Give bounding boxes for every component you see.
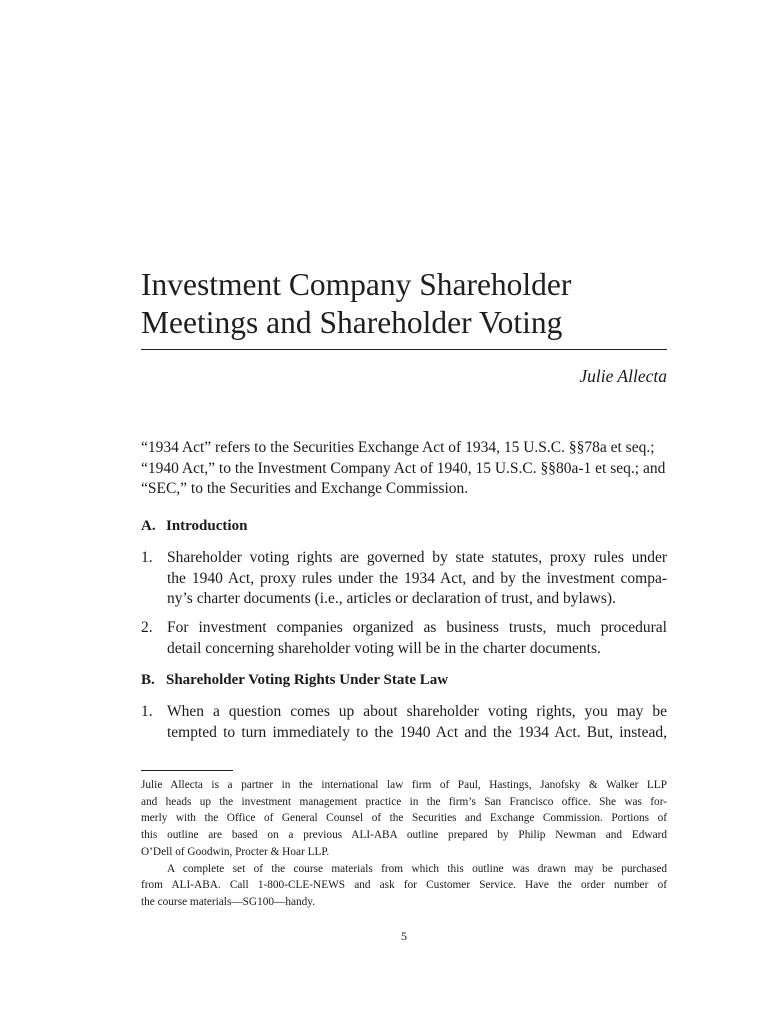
footnote-line: from ALI-ABA. Call 1-800-CLE-NEWS and ask for Customer Service. Have the order number of (141, 879, 667, 892)
section-a-heading (141, 516, 247, 536)
footnote-line: merly with the Office of General Counsel of the Securities and Exchange Commission. Portions of (141, 812, 667, 825)
item-line: Shareholder voting rights are governed by state statutes, proxy rules under (167, 549, 667, 566)
footnote-line: Julie Allecta is a partner in the international law firm of Paul, Hastings, Janofsky & Walker LLP (141, 779, 667, 791)
footnote-line: A complete set of the course materials from which this outline was drawn may be purchased (167, 862, 667, 875)
section-a-title: Introduction (166, 518, 248, 534)
item-line: ny’s charter documents (i.e., articles or declaration of trust, and bylaws). (167, 590, 616, 607)
title-line-2: Meetings and Shareholder Voting (141, 305, 563, 340)
title-line-1: Investment Company Shareholder (141, 267, 572, 302)
section-b-heading (141, 670, 448, 690)
item-number: 2. (141, 619, 153, 636)
definitions-line-3: “SEC,” to the Securities and Exchange Commission. (141, 480, 469, 497)
author-name: Julie Allecta (579, 366, 667, 386)
title-divider (141, 349, 667, 350)
definitions-paragraph (141, 438, 667, 500)
item-body (167, 702, 667, 743)
item-body (167, 548, 667, 610)
footnote-line: and heads up the investment management practice in the firm’s San Francisco office. She was for- (141, 795, 667, 808)
footnote (141, 777, 667, 911)
item-line: For investment companies organized as business trusts, much procedural (167, 619, 667, 636)
footnote-line: this outline are based on a previous ALI-ABA outline prepared by Philip Newman and Edward (141, 829, 667, 842)
footnote-line: the course materials—SG100—handy. (141, 895, 316, 908)
section-b-title: Shareholder Voting Rights Under State Law (166, 672, 449, 688)
item-body (167, 618, 667, 659)
section-b-item-1 (141, 702, 667, 743)
page-title (141, 266, 667, 342)
definitions-line-2: “1940 Act,” to the Investment Company Act of 1940, 15 U.S.C. §§80a-1 et seq.; and (141, 459, 666, 477)
item-line: the 1940 Act, proxy rules under the 1934 Act, and by the investment compa- (167, 569, 667, 587)
document-page (141, 0, 667, 1024)
section-b-letter: B. (141, 672, 155, 688)
item-number: 1. (141, 703, 153, 720)
item-line: When a question comes up about shareholder voting rights, you may be (167, 703, 667, 720)
definitions-line-1: “1934 Act” refers to the Securities Exchange Act of 1934, 15 U.S.C. §§78a et seq.; (141, 439, 655, 456)
item-line: tempted to turn immediately to the 1940 Act and the 1934 Act. But, instead, (167, 723, 667, 741)
section-a-letter: A. (141, 518, 156, 534)
section-a-item-2 (141, 618, 667, 659)
item-line: detail concerning shareholder voting will be in the charter documents. (167, 639, 601, 657)
page-number: 5 (401, 929, 407, 943)
footnote-line: O’Dell of Goodwin, Procter & Hoar LLP. (141, 845, 330, 858)
footnote-divider (141, 770, 233, 771)
item-number: 1. (141, 549, 153, 566)
section-a-item-1 (141, 548, 667, 610)
